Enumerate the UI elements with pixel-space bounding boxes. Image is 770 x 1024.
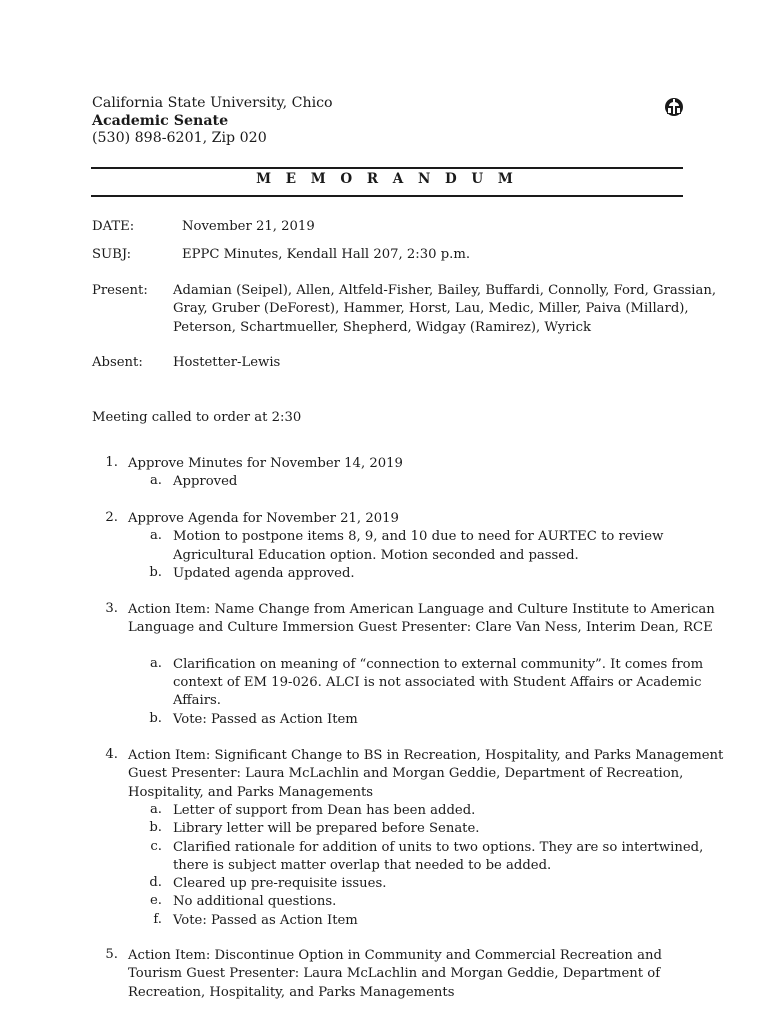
sub-item-text xyxy=(173,656,703,711)
present-line: Adamian (Seipel), Allen, Altfeld-Fisher, Bailey, Buffardi, Connolly, Ford, Grassian, xyxy=(173,283,717,298)
memo-title: M E M O R A N D U M xyxy=(256,171,518,187)
present-label: Present: xyxy=(92,283,148,298)
present-line: Gray, Gruber (DeForest), Hammer, Horst, Lau, Medic, Miller, Paiva (Millard), xyxy=(173,301,689,317)
sub-item-line: Clarified rationale for addition of units to two options. They are so intertwined, xyxy=(173,839,704,855)
sub-item-text xyxy=(173,802,475,820)
sub-item-text xyxy=(173,528,663,565)
sub-item-line: Updated agenda approved. xyxy=(173,565,355,581)
agenda-item-line: Hospitality, and Parks Managements xyxy=(128,784,374,800)
agenda-item-number: 2. xyxy=(105,510,118,525)
agenda-item-line: Approve Minutes for November 14, 2019 xyxy=(128,456,403,471)
agenda-item-line: Language and Culture Immersion Guest Presenter: Clare Van Ness, Interim Dean, RCE xyxy=(128,620,713,636)
senate-name: Academic Senate xyxy=(92,112,229,129)
sub-item-letter: b. xyxy=(149,820,162,836)
sub-item-line: No additional questions. xyxy=(173,894,337,910)
letterhead xyxy=(92,95,333,148)
subject-label: SUBJ: xyxy=(92,247,132,262)
agenda-item-title xyxy=(128,747,723,802)
sub-item-line: Clarification on meaning of “connection to external community”. It comes from xyxy=(173,656,704,672)
present-list xyxy=(173,282,716,337)
university-name: California State University, Chico xyxy=(92,95,333,111)
sub-item-letter: a. xyxy=(149,473,162,489)
sub-item-letter: d. xyxy=(149,875,162,891)
agenda-item-title xyxy=(128,947,662,1002)
sub-item-letter: e. xyxy=(150,893,162,909)
date-value: November 21, 2019 xyxy=(182,219,315,234)
sub-item-line: Library letter will be prepared before Senate. xyxy=(173,821,480,837)
absent-value: Hostetter-Lewis xyxy=(173,355,281,370)
bottom-rule xyxy=(91,195,683,197)
sub-item-letter: f. xyxy=(153,911,162,927)
sub-item-letter: b. xyxy=(149,710,162,726)
agenda-item-line: Tourism Guest Presenter: Laura McLachlin and Morgan Geddie, Department of xyxy=(128,966,661,982)
sub-item-line: Agricultural Education option. Motion seconded and passed. xyxy=(173,547,579,563)
sub-item-line: Cleared up pre-requisite issues. xyxy=(173,876,387,892)
sub-item-line: Vote: Passed as Action Item xyxy=(173,711,358,727)
agenda-item-line: Action Item: Name Change from American Language and Culture Institute to American xyxy=(128,602,715,617)
agenda-item-title xyxy=(128,510,399,528)
called-to-order: Meeting called to order at 2:30 xyxy=(92,410,302,425)
agenda-item-line: Action Item: Discontinue Option in Community and Commercial Recreation and xyxy=(128,948,662,963)
present-line: Peterson, Schartmueller, Shepherd, Widgay (Ramirez), Wyrick xyxy=(173,319,592,335)
sub-item-text xyxy=(173,893,336,911)
sub-item-line: context of EM 19-026. ALCI is not associated with Student Affairs or Academic xyxy=(173,675,702,691)
sub-item-text xyxy=(173,912,358,930)
sub-item-text xyxy=(173,711,358,729)
sub-item-line: there is subject matter overlap that needed to be added. xyxy=(173,857,552,873)
agenda-item-line: Guest Presenter: Laura McLachlin and Morgan Geddie, Department of Recreation, xyxy=(128,766,684,782)
sub-item-line: Motion to postpone items 8, 9, and 10 due to need for AURTEC to review xyxy=(173,529,664,545)
sub-item-letter: c. xyxy=(150,838,162,854)
contact-line: (530) 898-6201, Zip 020 xyxy=(92,130,267,146)
sub-item-letter: b. xyxy=(149,564,162,580)
agenda-item-line: Recreation, Hospitality, and Parks Managements xyxy=(128,984,455,1000)
agenda-item-line: Action Item: Significant Change to BS in Recreation, Hospitality, and Parks Management xyxy=(128,748,724,763)
sub-item-line: Letter of support from Dean has been added. xyxy=(173,802,476,818)
sub-item-line: Approved xyxy=(173,474,238,490)
subject-value: EPPC Minutes, Kendall Hall 207, 2:30 p.m. xyxy=(182,247,471,262)
sub-item-text xyxy=(173,875,386,893)
top-rule xyxy=(91,167,683,169)
agenda-item-number: 5. xyxy=(105,947,118,962)
sub-item-letter: a. xyxy=(149,801,162,817)
agenda-item-title xyxy=(128,601,715,638)
sub-item-text xyxy=(173,820,479,838)
sub-item-text xyxy=(173,473,237,491)
agenda-item-number: 1. xyxy=(105,455,118,470)
agenda-item-line: Approve Agenda for November 21, 2019 xyxy=(128,511,399,526)
sub-item-line: Vote: Passed as Action Item xyxy=(173,912,358,928)
sub-item-line: Affairs. xyxy=(173,693,222,709)
sub-item-letter: a. xyxy=(149,655,162,671)
agenda-item-number: 4. xyxy=(105,747,118,762)
sub-item-text xyxy=(173,839,703,876)
sub-item-letter: a. xyxy=(149,528,162,544)
agenda-item-title xyxy=(128,455,403,473)
university-seal-icon xyxy=(663,96,685,116)
absent-label: Absent: xyxy=(92,355,143,370)
date-label: DATE: xyxy=(92,219,135,234)
agenda-item-number: 3. xyxy=(105,601,118,616)
sub-item-text xyxy=(173,565,355,583)
